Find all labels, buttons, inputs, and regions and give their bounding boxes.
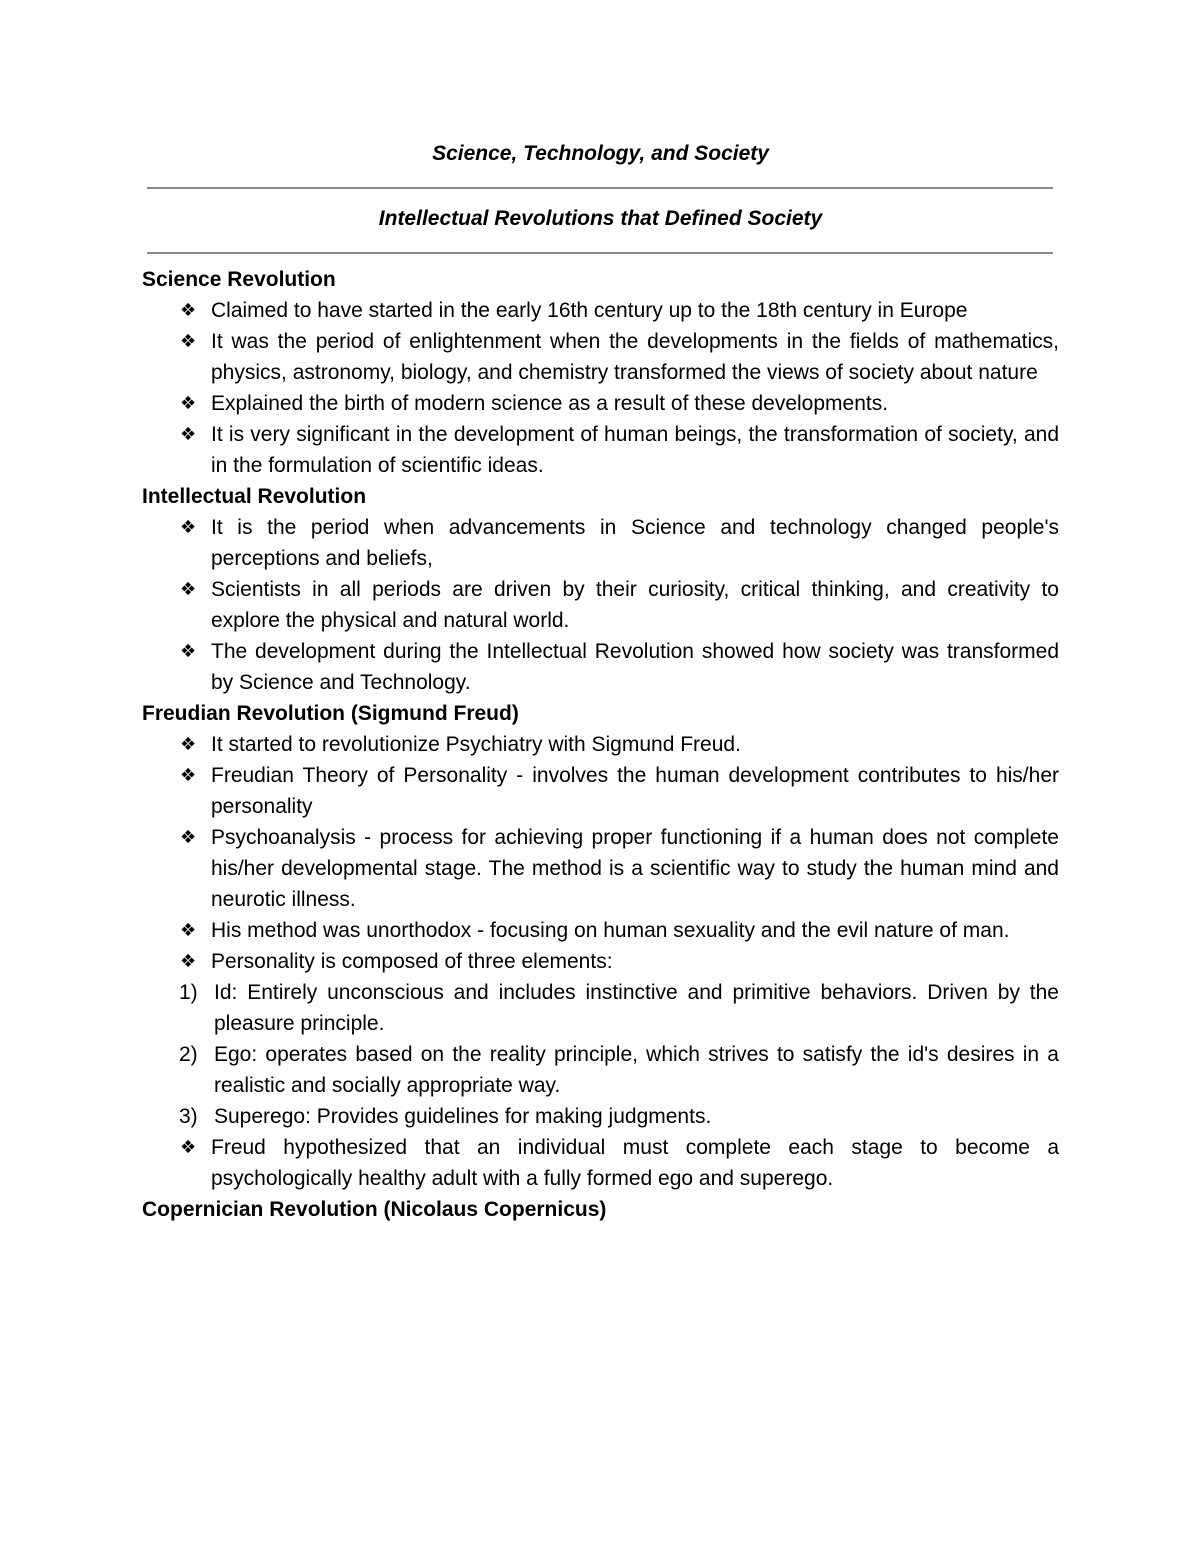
numbered-item-text: Id: Entirely unconscious and includes instinctive and primitive behaviors. Driven by the pleasure principle. (214, 981, 1059, 1035)
list-item (142, 946, 1059, 977)
four-diamond-bullet-icon: ❖ (180, 827, 197, 848)
bullet-list (142, 295, 1059, 481)
list-item (142, 636, 1059, 698)
numbered-list (142, 977, 1059, 1132)
item-number: 3) (179, 1105, 198, 1128)
four-diamond-bullet-icon: ❖ (180, 641, 197, 662)
bullet-list (142, 1132, 1059, 1194)
list-item (142, 574, 1059, 636)
bullet-text: Claimed to have started in the early 16th century up to the 18th century in Europe (211, 299, 968, 322)
four-diamond-bullet-icon: ❖ (180, 331, 197, 352)
four-diamond-bullet-icon: ❖ (180, 393, 197, 414)
document-title: Science, Technology, and Society (432, 142, 769, 165)
list-item (142, 295, 1059, 326)
list-item (142, 388, 1059, 419)
bullet-text: Freud hypothesized that an individual must complete each stage to become a psychologically healthy adult with a fully formed ego and superego. (211, 1136, 1059, 1190)
list-item (142, 419, 1059, 481)
section-heading: Freudian Revolution (Sigmund Freud) (142, 702, 519, 725)
document-page (142, 138, 1059, 1225)
four-diamond-bullet-icon: ❖ (180, 517, 197, 538)
list-item (142, 822, 1059, 915)
four-diamond-bullet-icon: ❖ (180, 300, 197, 321)
numbered-item (142, 1101, 1059, 1132)
list-item (142, 512, 1059, 574)
bullet-text: Personality is composed of three elements: (211, 950, 613, 973)
bullet-text: The development during the Intellectual Revolution showed how society was transformed by Science and Technology. (211, 640, 1059, 694)
numbered-item (142, 977, 1059, 1039)
list-item (142, 729, 1059, 760)
numbered-item (142, 1039, 1059, 1101)
section-heading: Copernician Revolution (Nicolaus Copernicus) (142, 1198, 607, 1221)
section-science-revolution (142, 264, 1059, 481)
four-diamond-bullet-icon: ❖ (180, 424, 197, 445)
section-freudian-revolution (142, 698, 1059, 1194)
bullet-text: Psychoanalysis - process for achieving proper functioning if a human does not complete his/her developmental stage. The method is a scientific way to study the human mind and neurotic illness. (211, 826, 1059, 911)
document-subtitle: Intellectual Revolutions that Defined Society (378, 207, 823, 230)
section-copernician-revolution (142, 1194, 1059, 1225)
section-intellectual-revolution (142, 481, 1059, 698)
bullet-text: Explained the birth of modern science as a result of these developments. (211, 392, 889, 415)
item-number: 2) (179, 1043, 198, 1066)
bullet-list (142, 512, 1059, 698)
list-item (142, 1132, 1059, 1194)
four-diamond-bullet-icon: ❖ (180, 765, 197, 786)
title-divider-bottom (147, 252, 1053, 254)
bullet-text: It was the period of enlightenment when the developments in the fields of mathematics, physics, astronomy, biology, and chemistry transformed the views of society about nature (211, 330, 1059, 384)
four-diamond-bullet-icon: ❖ (180, 920, 197, 941)
title-divider-top (147, 187, 1053, 189)
list-item (142, 326, 1059, 388)
bullet-text: It is very significant in the development of human beings, the transformation of society, and in the formulation of scientific ideas. (211, 423, 1059, 477)
list-item (142, 760, 1059, 822)
four-diamond-bullet-icon: ❖ (180, 579, 197, 600)
bullet-text: It started to revolutionize Psychiatry with Sigmund Freud. (211, 733, 741, 756)
bullet-list (142, 729, 1059, 977)
item-number: 1) (179, 981, 198, 1004)
section-heading: Science Revolution (142, 268, 336, 291)
bullet-text: Freudian Theory of Personality - involves the human development contributes to his/her personality (211, 764, 1059, 818)
list-item (142, 915, 1059, 946)
four-diamond-bullet-icon: ❖ (180, 734, 197, 755)
four-diamond-bullet-icon: ❖ (180, 951, 197, 972)
bullet-text: His method was unorthodox - focusing on human sexuality and the evil nature of man. (211, 919, 1010, 942)
numbered-item-text: Ego: operates based on the reality principle, which strives to satisfy the id's desires in a realistic and socially appropriate way. (214, 1043, 1059, 1097)
four-diamond-bullet-icon: ❖ (180, 1137, 197, 1158)
bullet-text: Scientists in all periods are driven by their curiosity, critical thinking, and creativity to explore the physical and natural world. (211, 578, 1059, 632)
numbered-item-text: Superego: Provides guidelines for making judgments. (214, 1105, 712, 1128)
bullet-text: It is the period when advancements in Science and technology changed people's perceptions and beliefs, (211, 516, 1059, 570)
section-heading: Intellectual Revolution (142, 485, 367, 508)
